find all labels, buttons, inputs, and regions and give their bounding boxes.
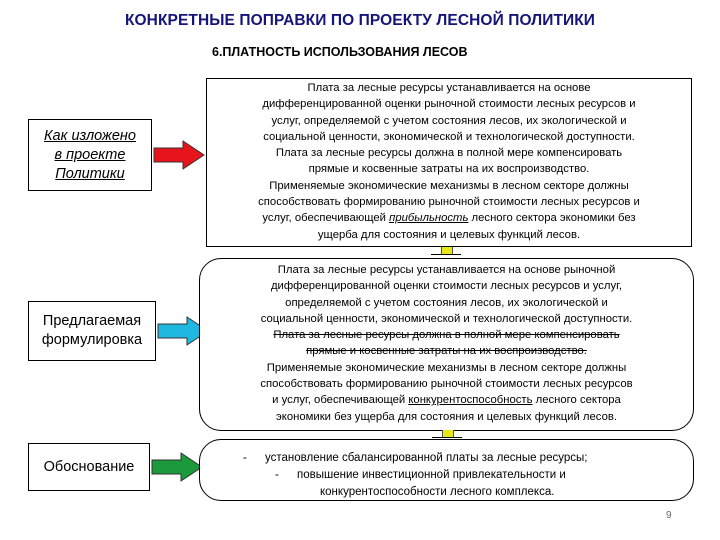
project-line-9-c: лесного сектора экономики без (468, 212, 636, 225)
rationale-text-box (199, 439, 694, 501)
proposed-line-9-c: лесного сектора (532, 394, 621, 407)
rationale-bullet-2-text: повышение инвестиционной привлекательности и (297, 469, 566, 481)
label-rationale (28, 443, 150, 491)
project-line-8: способствовать формированию рыночной стоимости лесных ресурсов и (258, 196, 640, 209)
rationale-bullet-1 (203, 450, 690, 467)
project-line-7: Применяемые экономические механизмы в лесном секторе должны (269, 179, 629, 192)
project-keyword-profitability: прибыльность (389, 212, 469, 225)
project-line-2: дифференцированной оценки рыночной стоимости лесных ресурсов и (262, 98, 636, 111)
arrow-right-red-icon (153, 140, 205, 170)
label-proposed-line-2: формулировка (41, 332, 143, 348)
rationale-bullet-1-dash: - (243, 452, 247, 464)
project-line-9 (210, 210, 688, 226)
proposed-text-box (199, 258, 694, 431)
project-text-box (206, 78, 692, 247)
proposed-line-9 (203, 392, 690, 408)
proposed-line-9-a: и услуг, обеспечивающей (272, 394, 409, 407)
project-line-1: Плата за лесные ресурсы устанавливается на основе (307, 82, 591, 94)
proposed-line-7: Применяемые экономические механизмы в лесном секторе должны (266, 361, 627, 374)
rationale-bullet-1-text: установление сбалансированной платы за лесные ресурсы; (265, 452, 588, 464)
label-rationale-text: Обоснование (43, 458, 135, 475)
project-line-4: социальной ценности, экономической и технологической доступности. (263, 130, 635, 143)
proposed-line-8: способствовать формированию рыночной стоимости лесных ресурсов (260, 378, 633, 391)
page-number: 9 (666, 510, 672, 521)
project-line-9-a: услуг, обеспечивающей (262, 212, 390, 225)
proposed-line-10: экономики без ущерба для состояния и целевых функций лесов. (276, 410, 617, 423)
rationale-bullet-2 (203, 467, 690, 484)
proposed-line-1: Плата за лесные ресурсы устанавливается на основе рыночной (277, 264, 616, 276)
label-project-line-1: Как изложено (44, 127, 136, 144)
rationale-bullet-2-dash: - (275, 469, 279, 481)
label-project-line-2: в проекте (54, 146, 126, 163)
proposed-line-3: определяемой с учетом состояния лесов, их экологической и (285, 296, 608, 309)
connector-1-line (431, 254, 461, 255)
proposed-line-5-struck: Плата за лесные ресурсы должна в полной мере компенсировать (273, 329, 620, 342)
arrow-right-red-shape (154, 141, 204, 169)
label-project (28, 119, 152, 191)
project-line-3: услуг, определяемой с учетом состояния лесов, их экологической и (271, 114, 627, 127)
label-proposed (28, 301, 156, 361)
arrow-right-green-icon (151, 452, 203, 482)
label-proposed-line-1: Предлагаемая (42, 313, 142, 329)
label-project-line-3: Политики (55, 165, 125, 182)
section-subtitle: 6.ПЛАТНОСТЬ ИСПОЛЬЗОВАНИЯ ЛЕСОВ (212, 45, 468, 59)
rationale-bullet-2-cont: конкурентоспособности лесного комплекса. (320, 486, 555, 498)
project-line-5: Плата за лесные ресурсы должна в полной мере компенсировать (275, 147, 623, 160)
proposed-line-4: социальной ценности, экономической и технологической доступности. (260, 312, 633, 325)
page-title: КОНКРЕТНЫЕ ПОПРАВКИ ПО ПРОЕКТУ ЛЕСНОЙ ПОЛИТИКИ (124, 12, 596, 29)
proposed-line-2: дифференцированной оценки стоимости лесных ресурсов и услуг, (270, 280, 623, 293)
project-line-6: прямые и косвенные затраты на их воспроизводство. (308, 163, 590, 176)
project-line-10: ущерба для состояния и целевых функций лесов. (317, 228, 581, 241)
arrow-right-green-shape (152, 453, 202, 481)
proposed-keyword-competitiveness: конкурентоспособность (408, 394, 533, 407)
connector-2-line (432, 437, 462, 438)
proposed-line-6-struck: прямые и косвенные затраты на их воспроизводство. (306, 345, 587, 358)
